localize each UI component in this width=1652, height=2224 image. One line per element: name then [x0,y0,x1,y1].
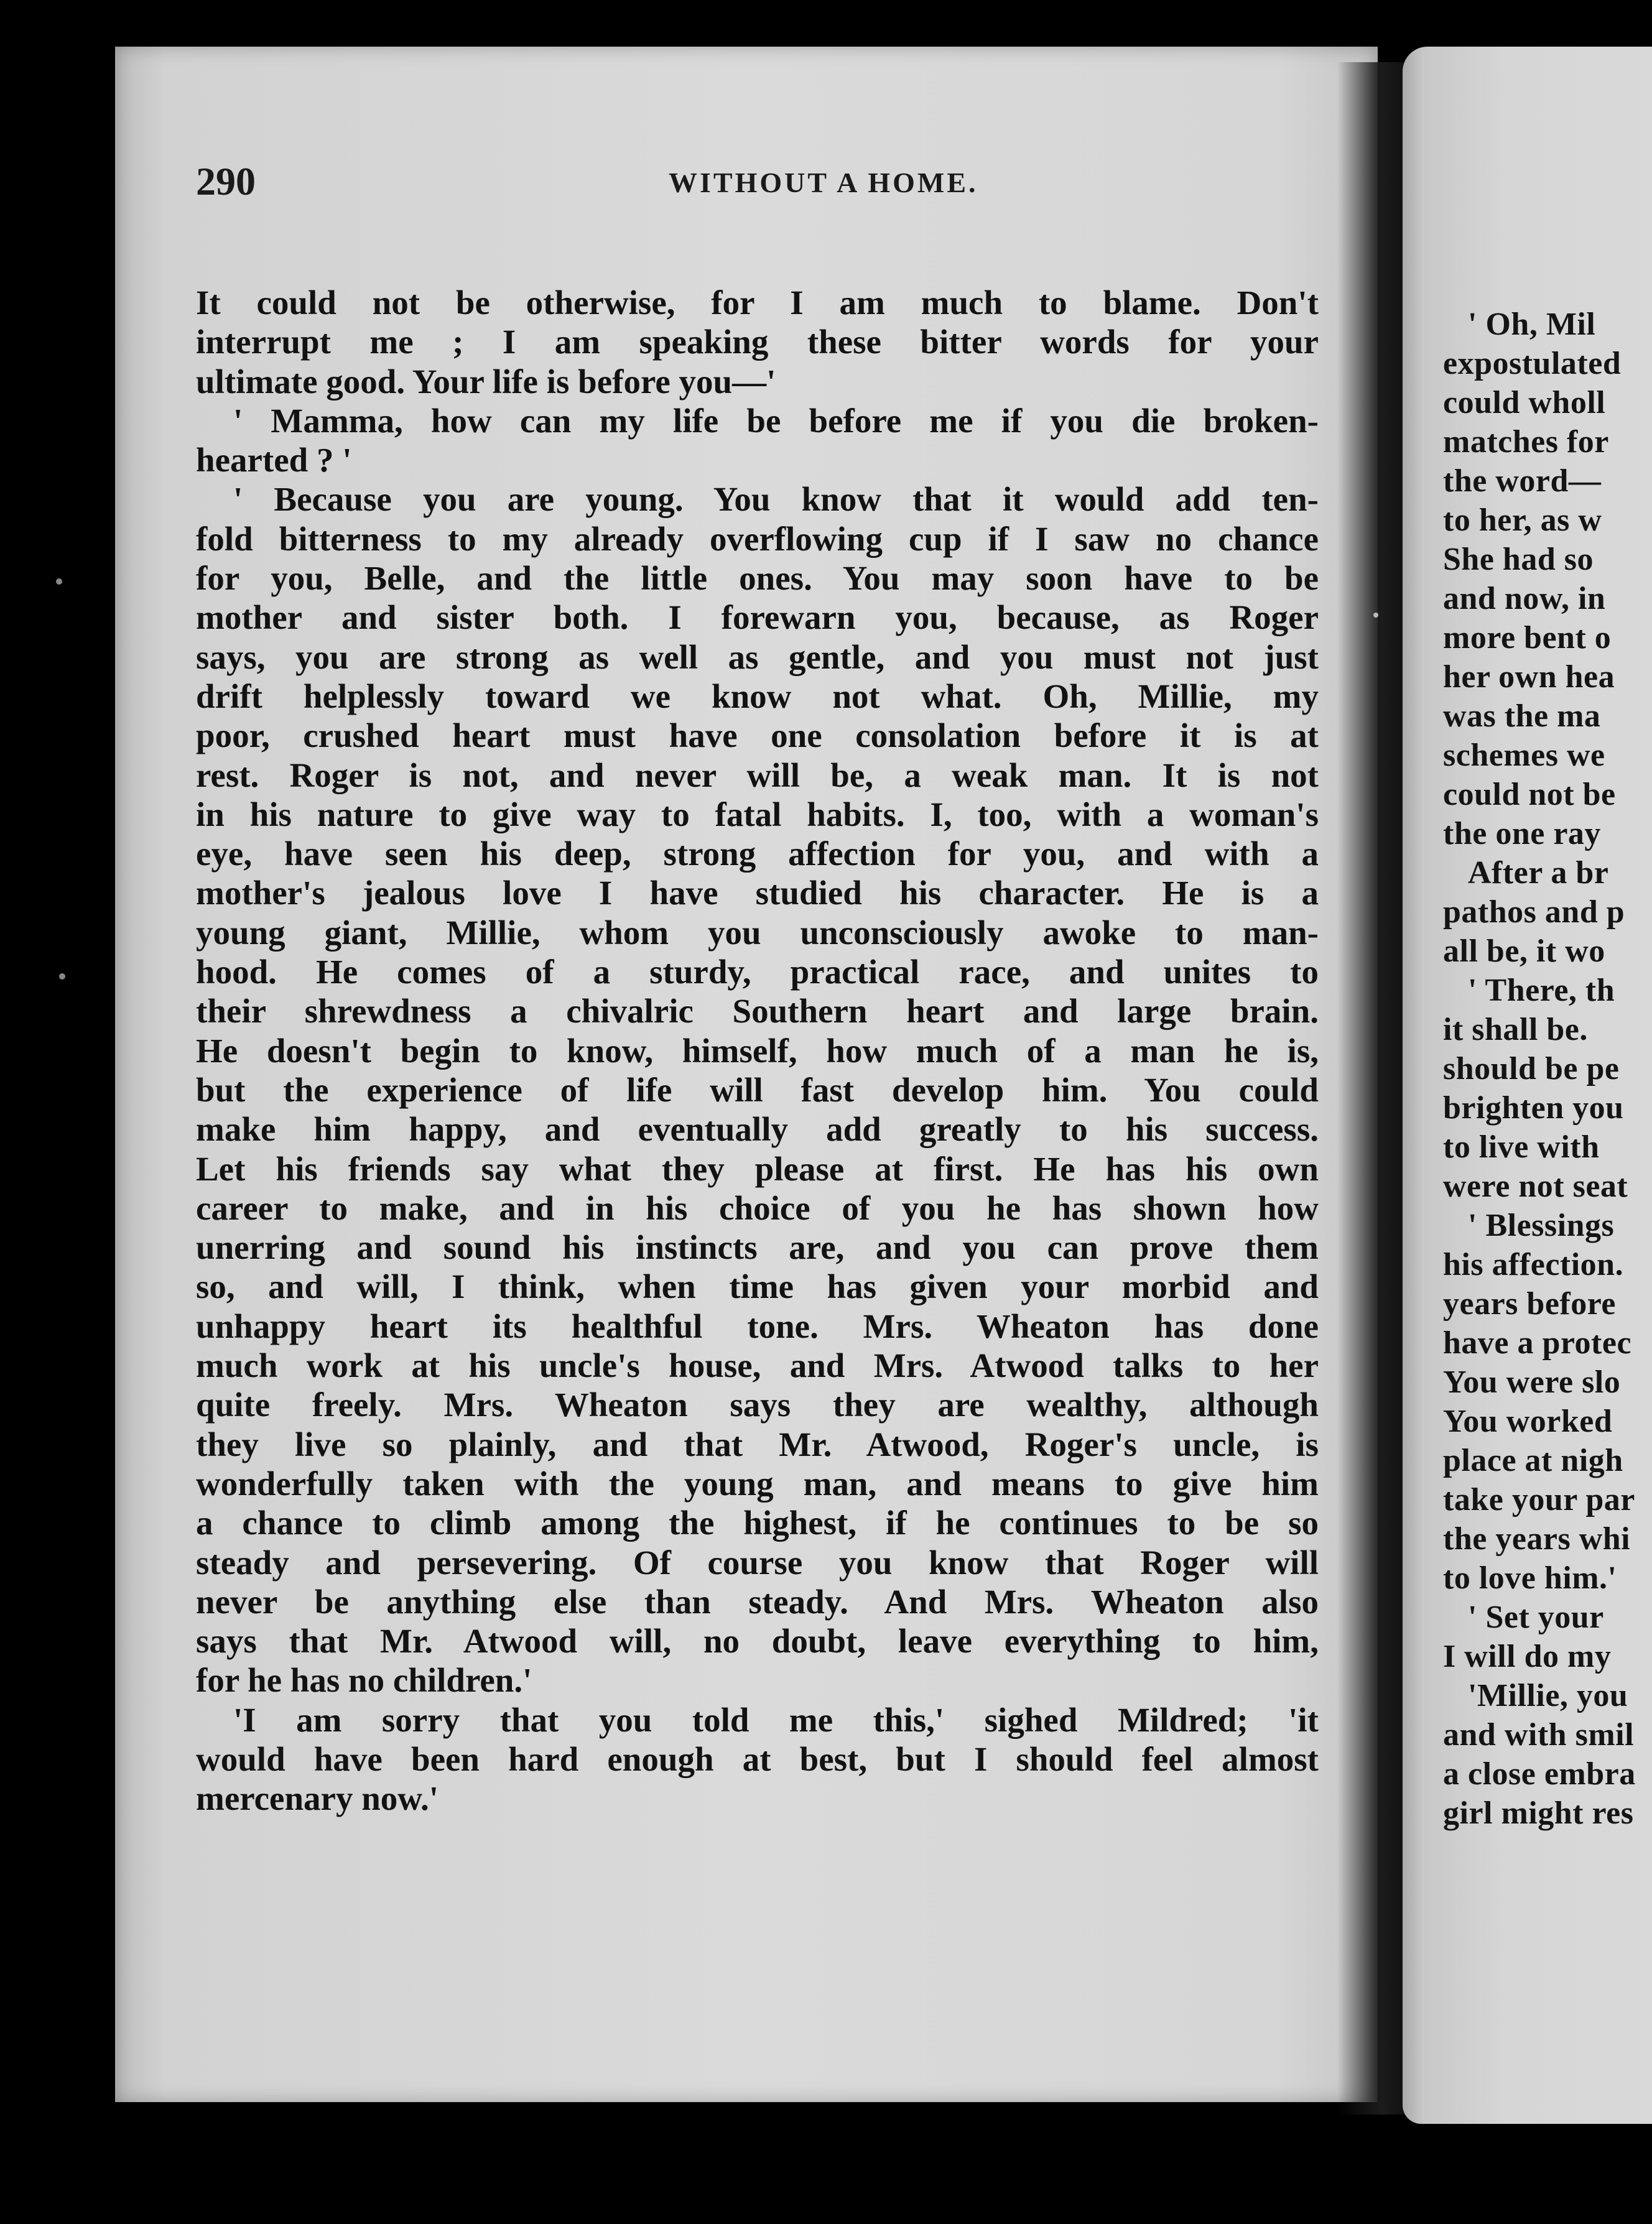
text-line: unerring and sound his instincts are, and you can prove them [196,1228,1319,1267]
text-line: ' Mamma, how can my life be before me if you die broken- [233,401,1319,440]
text-line: take your par [1443,1482,1635,1517]
page-header [196,159,1319,215]
text-line: poor, crushed heart must have one consolation before it is at [196,716,1319,755]
text-line: years before [1443,1286,1616,1322]
text-line: would have been hard enough at best, but I should feel almost [196,1740,1319,1778]
text-line: unhappy heart its healthful tone. Mrs. Wheaton has done [196,1307,1319,1345]
text-line: She had so [1443,542,1594,577]
right-page-body-text [1443,305,1652,1833]
text-line: in his nature to give way to fatal habits. I, too, with a woman's [196,795,1319,833]
text-line: I will do my [1443,1639,1612,1674]
text-line: eye, have seen his deep, strong affection for you, and with a [196,835,1319,873]
text-line: hearted ? ' [196,441,352,480]
text-line: After a br [1468,855,1609,891]
text-line: more bent o [1443,620,1612,656]
text-line: a close embra [1443,1756,1636,1792]
book-gutter-shadow [1337,62,1412,2115]
text-line: it shall be. [1443,1012,1588,1047]
text-line: drift helplessly toward we know not what. Oh, Millie, my [196,677,1319,715]
text-line: 'I am sorry that you told me this,' sighed Mildred; 'it [233,1700,1319,1739]
running-head: WITHOUT A HOME. [669,167,978,198]
text-line: to live with [1443,1129,1600,1165]
text-line: all be, it wo [1443,934,1605,969]
text-line: their shrewdness a chivalric Southern heart and large brain. [196,992,1319,1031]
text-line: ' Blessings [1468,1208,1615,1243]
text-line: could wholl [1443,385,1606,420]
text-line: was the ma [1443,698,1601,734]
text-line: interrupt me ; I am speaking these bitter words for your [196,323,1319,361]
text-line: to her, as w [1443,503,1602,538]
text-line: so, and will, I think, when time has given your morbid and [196,1267,1319,1306]
text-line: ultimate good. Your life is before you—' [196,362,776,401]
text-line: make him happy, and eventually add greatly to his success. [196,1110,1319,1149]
paper-speck [56,578,62,585]
text-line: to love him.' [1443,1560,1617,1596]
text-line: the years whi [1443,1521,1631,1557]
text-line: mercenary now.' [196,1779,439,1818]
text-line: and with smil [1443,1717,1635,1753]
text-line: her own hea [1443,659,1615,695]
text-line: girl might res [1443,1795,1634,1831]
text-line: for he has no children.' [196,1661,532,1700]
text-line: expostulated [1443,346,1622,381]
text-line: rest. Roger is not, and never will be, a weak man. It is not [196,756,1319,794]
text-line: the one ray [1443,816,1601,851]
text-line: Let his friends say what they please at first. He has his own [196,1149,1319,1188]
text-line: wonderfully taken with the young man, and means to give him [196,1464,1319,1503]
text-line: ' Set your [1468,1600,1604,1635]
paper-speck [59,973,65,980]
text-line: says that Mr. Atwood will, no doubt, leave everything to him, [196,1622,1319,1661]
text-line: were not seat [1443,1169,1628,1204]
text-line: fold bitterness to my already overflowing cup if I saw no chance [196,519,1319,558]
text-line: You were slo [1443,1365,1621,1400]
text-line: schemes we [1443,738,1605,773]
text-line: steady and persevering. Of course you know that Roger will [196,1543,1319,1582]
text-line: ' Oh, Mil [1468,307,1596,342]
text-line: hood. He comes of a sturdy, practical race, and unites to [196,953,1319,991]
text-line: It could not be otherwise, for I am much to blame. Don't [196,284,1319,322]
text-line: for you, Belle, and the little ones. You may soon have to be [196,559,1319,598]
text-line: and now, in [1443,581,1606,616]
text-line: place at nigh [1443,1443,1623,1478]
text-line: the word— [1443,463,1602,499]
text-line: quite freely. Mrs. Wheaton says they are wealthy, although [196,1386,1319,1424]
text-line: pathos and p [1443,894,1625,930]
page-number: 290 [196,159,256,203]
left-page-body-text [196,283,1319,1819]
text-line: career to make, and in his choice of you he has shown how [196,1188,1319,1227]
text-line: should be pe [1443,1051,1620,1087]
text-line: He doesn't begin to know, himself, how much of a man he is, [196,1031,1319,1070]
text-line: mother and sister both. I forewarn you, because, as Roger [196,598,1319,637]
text-line: never be anything else than steady. And Mrs. Wheaton also [196,1582,1319,1621]
text-line: matches for [1443,424,1609,460]
text-line: much work at his uncle's house, and Mrs. Atwood talks to her [196,1346,1319,1385]
text-line: 'Millie, you [1468,1678,1628,1713]
text-line: You worked [1443,1404,1613,1439]
text-line: but the experience of life will fast develop him. You could [196,1070,1319,1109]
text-line: mother's jealous love I have studied his character. He is a [196,874,1319,912]
text-line: a chance to climb among the highest, if he continues to be so [196,1504,1319,1542]
text-line: ' Because you are young. You know that it would add ten- [233,480,1319,519]
text-line: ' There, th [1468,973,1615,1008]
text-line: brighten you [1443,1090,1624,1126]
text-line: his affection. [1443,1247,1624,1282]
text-line: young giant, Millie, whom you unconsciously awoke to man- [196,913,1319,952]
text-line: they live so plainly, and that Mr. Atwood, Roger's uncle, is [196,1425,1319,1463]
text-line: have a protec [1443,1325,1632,1361]
paper-speck [1373,613,1378,618]
text-line: could not be [1443,777,1616,812]
text-line: says, you are strong as well as gentle, and you must not just [196,637,1319,676]
